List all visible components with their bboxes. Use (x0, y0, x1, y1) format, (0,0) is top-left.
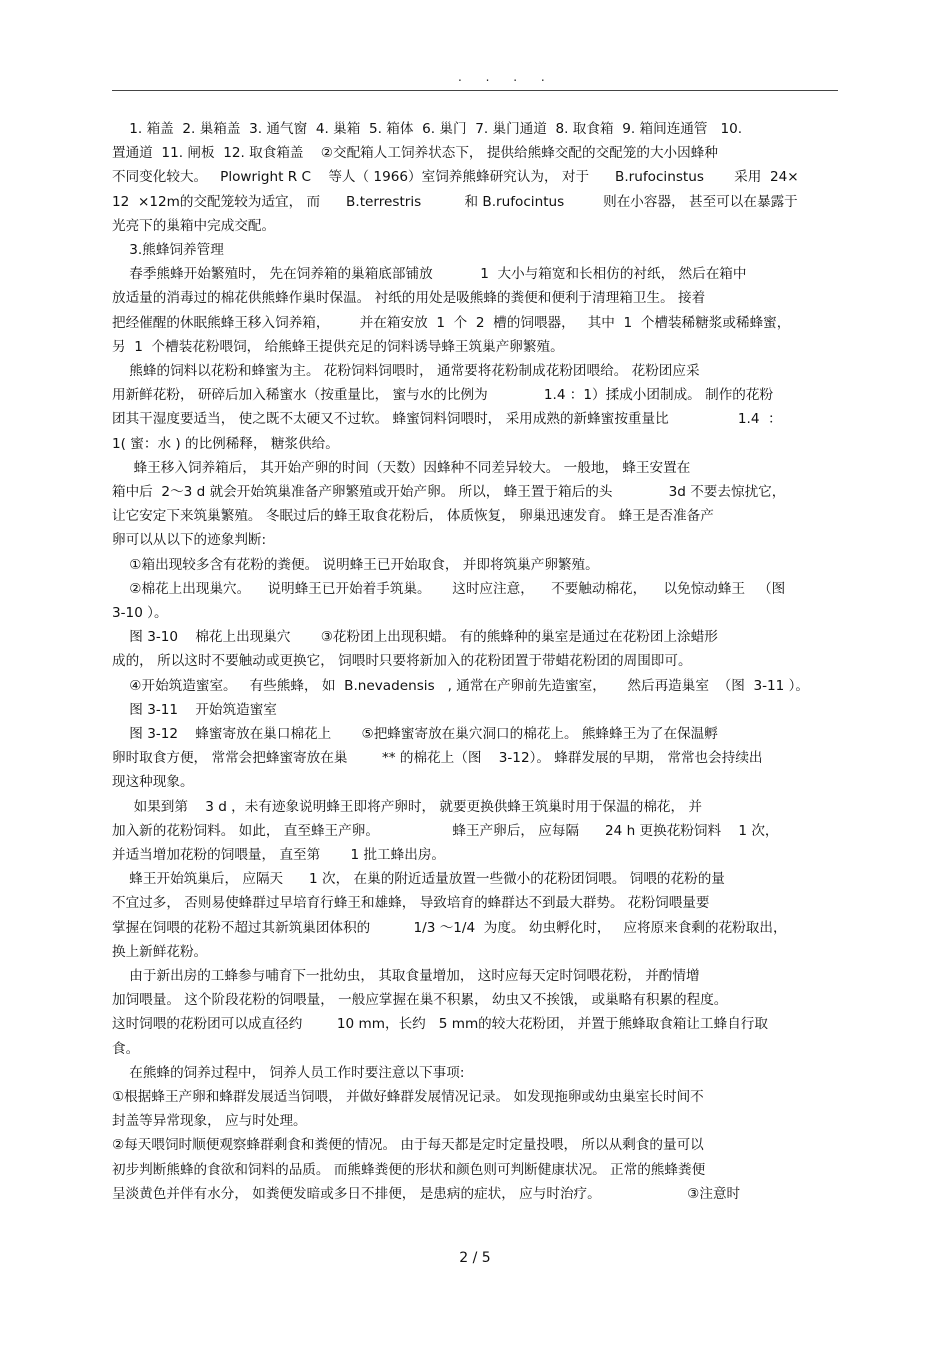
text-line: 置通道 11. 闸板 12. 取食箱盖 ②交配箱人工饲养状态下， 提供给熊蜂交配的交配笼的大小因蜂种 (112, 145, 718, 162)
text-line: ②每天喂饲时顺便观察蜂群剩食和粪便的情况。 由于每天都是定时定量投喂， 所以从剩食的量可以 (112, 1137, 704, 1154)
text-line: 12 ×12m的交配笼较为适宜， 而 B.terrestris 和 B.rufocintus 则在小容器， 甚至可以在暴露于 (112, 193, 798, 210)
text-line: 春季熊蜂开始繁殖时， 先在饲养箱的巢箱底部铺放 1 大小与箱宽和长相仿的衬纸， 然后在箱中 (112, 266, 747, 283)
text-line: 放适量的消毒过的棉花供熊蜂作巢时保温。 衬纸的用处是吸熊蜂的粪便和便利于清理箱卫生。 接着 (112, 290, 706, 307)
text-line: 这时饲喂的花粉团可以成直径约 10 mm，长约 5 mm的较大花粉团， 并置于熊蜂取食箱让工蜂自行取 (112, 1016, 768, 1033)
page-number: 2 / 5 (459, 1250, 491, 1266)
text-line: 不宜过多， 否则易使蜂群过早培育行蜂王和雄蜂， 导致培育的蜂群达不到最大群势。 花粉饲喂量要 (112, 895, 710, 912)
text-line: ①根据蜂王产卵和蜂群发展适当饲喂， 并做好蜂群发展情况记录。 如发现拖卵或幼虫巢室长时间不 (112, 1089, 704, 1105)
text-line: 加饲喂量。 这个阶段花粉的饲喂量， 一般应掌握在巢不积累， 幼虫又不挨饿， 或巢略有积累的程度。 (112, 992, 728, 1009)
text-line: 图 3-10 棉花上出现巢穴 ③花粉团上出现积蜡。 有的熊蜂种的巢室是通过在花粉团上涂蜡形 (112, 629, 718, 646)
text-line: 另 1 个槽装花粉喂饲， 给熊蜂王提供充足的饲料诱导蜂王筑巢产卵繁殖。 (112, 338, 564, 355)
text-line: 换上新鲜花粉。 (112, 943, 208, 960)
text-line: 成的， 所以这时不要触动或更换它， 饲喂时只要将新加入的花粉团置于带蜡花粉团的周围即可。 (112, 653, 692, 670)
text-line: 加入新的花粉饲料。 如此， 直至蜂王产卵。 蜂王产卵后， 应每隔 24 h 更换花粉饲料 1 次， (112, 822, 779, 839)
header-rule (112, 90, 838, 91)
text-line: 把经催醒的休眠熊蜂王移入饲养箱， 并在箱安放 1 个 2 槽的饲喂器， 其中 1 个槽装稀糖浆或稀蜂蜜， (112, 314, 791, 331)
text-line: 1. 箱盖 2. 巢箱盖 3. 通气窗 4. 巢箱 5. 箱体 6. 巢门 7. 巢门通道 8. 取食箱 9. 箱间连通管 10. (112, 121, 743, 137)
header-dots: . . . . (458, 70, 555, 84)
text-line: 初步判断熊蜂的食欲和饲料的品质。 而熊蜂粪便的形状和颜色则可判断健康状况。 正常的熊蜂粪便 (112, 1161, 706, 1178)
text-line: 熊蜂的饲料以花粉和蜂蜜为主。 花粉饲料饲喂时， 通常要将花粉制成花粉团喂给。 花粉团应采 (112, 363, 700, 379)
text-line: 在熊蜂的饲养过程中， 饲养人员工作时要注意以下事项: (112, 1064, 465, 1081)
text-line: 3-10 ）。 (112, 605, 168, 621)
text-line: 3.熊蜂饲养管理 (112, 242, 224, 258)
text-line: 呈淡黄色并伴有水分， 如粪便发暗或多日不排便， 是患病的症状， 应与时治疗。 ③注意时 (112, 1185, 741, 1202)
text-line: 食。 (112, 1040, 140, 1057)
text-line: 光亮下的巢箱中完成交配。 (112, 217, 276, 234)
text-line: 团其干湿度要适当， 使之既不太硬又不过软。 蜂蜜饲料饲喂时， 采用成熟的新蜂蜜按重量比 1.4 ： (112, 411, 782, 428)
text-line: 用新鲜花粉， 研碎后加入稀蜜水（按重量比， 蜜与水的比例为 1.4 ：1）揉成小团制成。 制作的花粉 (112, 387, 774, 404)
text-line: 不同变化较大。 Plowright R C 等人（ 1966）室饲养熊蜂研究认为， 对于 B.rufocinstus 采用 24× (112, 169, 799, 186)
text-line: 并适当增加花粉的饲喂量， 直至第 1 批工蜂出房。 (112, 847, 446, 863)
text-line: ①箱出现较多含有花粉的粪便。 说明蜂王已开始取食， 并即将筑巢产卵繁殖。 (112, 556, 599, 573)
text-line: 让它安定下来筑巢繁殖。 冬眠过后的蜂王取食花粉后， 体质恢复， 卵巢迅速发育。 蜂王是否准备产 (112, 508, 714, 525)
text-line: 图 3-12 蜂蜜寄放在巢口棉花上 ⑤把蜂蜜寄放在巢穴洞口的棉花上。 熊蜂蜂王为了在保温孵 (112, 726, 718, 742)
text-line: 封盖等异常现象， 应与时处理。 (112, 1113, 307, 1130)
text-line: 图 3-11 开始筑造蜜室 (112, 701, 277, 718)
text-line: 卵时取食方便， 常常会把蜂蜜寄放在巢 ** 的棉花上（图 3-12）。 蜂群发展的早期， 常常也会持续出 (112, 750, 763, 767)
text-line: 掌握在饲喂的花粉不超过其新筑巢团体积的 1/3 ～1/4 为度。 幼虫孵化时， 应将原来食剩的花粉取出， (112, 919, 787, 936)
text-line: 如果到第 3 d ，未有迹象说明蜂王即将产卵时， 就要更换供蜂王筑巢时用于保温的棉花， 并 (112, 798, 703, 815)
text-line: 现这种现象。 (112, 774, 194, 791)
text-line: 蜂王开始筑巢后， 应隔天 1 次， 在巢的附近适量放置一些微小的花粉团饲喂。 饲喂的花粉的量 (112, 871, 725, 888)
text-line: ②棉花上出现巢穴。 说明蜂王已开始着手筑巢。 这时应注意， 不要触动棉花， 以免惊动蜂王 （图 (112, 580, 786, 597)
text-line: 1( 蜜：水 ) 的比例稀释， 糖浆供给。 (112, 435, 339, 452)
text-line: 箱中后 2～3 d 就会开始筑巢准备产卵繁殖或开始产卵。 所以， 蜂王置于箱后的头 3d 不要去惊扰它， (112, 484, 786, 500)
text-line: 卵可以从以下的迹象判断: (112, 532, 267, 549)
text-line: 由于新出房的工蜂参与哺育下一批幼虫， 其取食量增加， 这时应每天定时饲喂花粉， 并酌情增 (112, 968, 700, 984)
text-line: ④开始筑造蜜室。 有些熊蜂， 如 B.nevadensis , 通常在产卵前先造蜜室， 然后再造巢室 （图 3-11 ）。 (112, 677, 809, 694)
text-line: 蜂王移入饲养箱后， 其开始产卵的时间（天数）因蜂种不同差异较大。 一般地， 蜂王安置在 (112, 459, 691, 476)
